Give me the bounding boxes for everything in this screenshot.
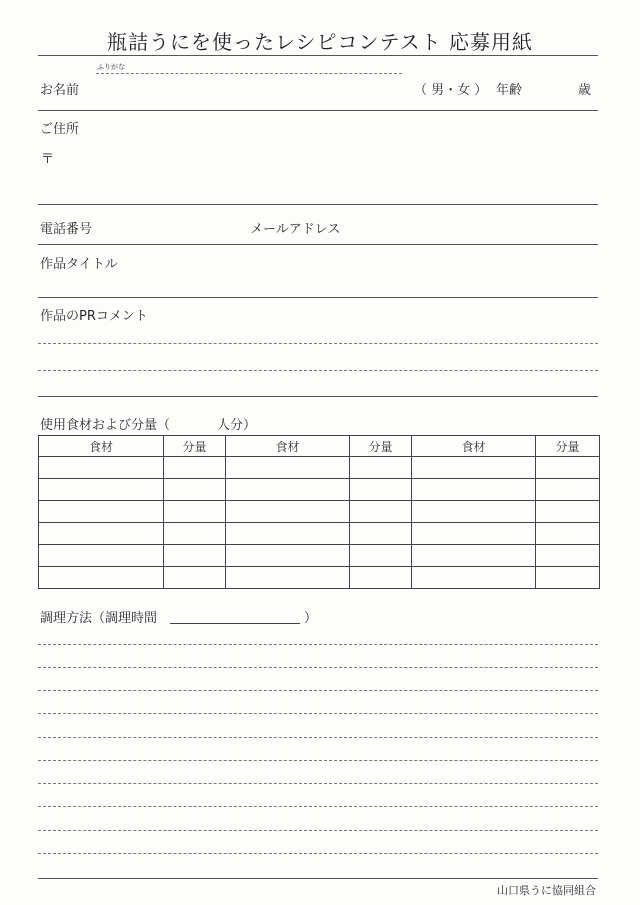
- age-label: 年齢: [496, 83, 523, 98]
- address-label: ご住所: [40, 122, 80, 137]
- footer-org: 山口県うに協同組合: [497, 884, 596, 897]
- amount-cell[interactable]: [164, 567, 226, 589]
- divider-contact: [38, 244, 598, 245]
- amount-cell[interactable]: [164, 545, 226, 567]
- cooking-line[interactable]: [38, 667, 598, 668]
- ingredient-cell[interactable]: [39, 567, 164, 589]
- header-amount: 分量: [164, 436, 226, 457]
- table-header-row: [39, 436, 600, 457]
- pr-comment-label: 作品のPRコメント: [40, 309, 148, 324]
- ingredient-cell[interactable]: [412, 457, 536, 479]
- pr-comment-line[interactable]: [38, 370, 598, 371]
- amount-cell[interactable]: [164, 523, 226, 545]
- divider-name: [38, 110, 598, 111]
- amount-cell[interactable]: [350, 567, 412, 589]
- header-ingredient: 食材: [226, 436, 350, 457]
- ingredient-cell[interactable]: [412, 567, 536, 589]
- amount-cell[interactable]: [164, 457, 226, 479]
- ingredient-cell[interactable]: [39, 479, 164, 501]
- cooking-line[interactable]: [38, 783, 598, 784]
- ingredients-label: 使用食材および分量（: [40, 418, 171, 433]
- pr-comment-line[interactable]: [38, 343, 598, 344]
- furigana-label: ふりがな: [97, 63, 125, 71]
- divider-pr: [38, 396, 598, 397]
- cooking-line[interactable]: [38, 806, 598, 807]
- header-amount: 分量: [536, 436, 600, 457]
- ingredient-cell[interactable]: [39, 457, 164, 479]
- gender-choice[interactable]: （ 男・女 ）: [414, 83, 488, 98]
- cooking-line[interactable]: [38, 830, 598, 831]
- table-row: [39, 523, 600, 545]
- ingredient-cell[interactable]: [226, 501, 350, 523]
- ingredient-cell[interactable]: [39, 523, 164, 545]
- table-row: [39, 567, 600, 589]
- form-title: 瓶詰うにを使ったレシピコンテスト 応募用紙: [106, 30, 534, 54]
- divider-top: [38, 55, 598, 56]
- amount-cell[interactable]: [350, 501, 412, 523]
- amount-cell[interactable]: [536, 523, 600, 545]
- ingredient-cell[interactable]: [226, 545, 350, 567]
- header-amount: 分量: [350, 436, 412, 457]
- table-row: [39, 545, 600, 567]
- servings-label: 人分）: [217, 418, 257, 433]
- divider-footer: [38, 878, 598, 879]
- table-row: [39, 501, 600, 523]
- amount-cell[interactable]: [350, 479, 412, 501]
- amount-cell[interactable]: [350, 523, 412, 545]
- email-label: メールアドレス: [250, 222, 341, 237]
- amount-cell[interactable]: [164, 501, 226, 523]
- ingredient-cell[interactable]: [226, 567, 350, 589]
- ingredient-cell[interactable]: [226, 457, 350, 479]
- cooking-line[interactable]: [38, 713, 598, 714]
- ingredient-cell[interactable]: [412, 479, 536, 501]
- amount-cell[interactable]: [536, 567, 600, 589]
- phone-label: 電話番号: [40, 222, 93, 237]
- amount-cell[interactable]: [536, 457, 600, 479]
- divider-address: [38, 204, 598, 205]
- amount-cell[interactable]: [350, 457, 412, 479]
- name-label: お名前: [40, 83, 80, 98]
- amount-cell[interactable]: [164, 479, 226, 501]
- ingredient-cell[interactable]: [226, 523, 350, 545]
- cooking-line[interactable]: [38, 644, 598, 645]
- ingredient-cell[interactable]: [39, 545, 164, 567]
- divider-work-title: [38, 297, 598, 298]
- ingredients-table: [38, 435, 600, 589]
- ingredient-cell[interactable]: [412, 545, 536, 567]
- table-row: [39, 457, 600, 479]
- amount-cell[interactable]: [350, 545, 412, 567]
- cooking-line[interactable]: [38, 853, 598, 854]
- amount-cell[interactable]: [536, 501, 600, 523]
- ingredient-cell[interactable]: [226, 479, 350, 501]
- ingredient-cell[interactable]: [412, 501, 536, 523]
- postal-mark: 〒: [41, 152, 55, 167]
- furigana-line[interactable]: [96, 73, 402, 74]
- amount-cell[interactable]: [536, 479, 600, 501]
- ingredient-cell[interactable]: [39, 501, 164, 523]
- table-row: [39, 479, 600, 501]
- amount-cell[interactable]: [536, 545, 600, 567]
- work-title-label: 作品タイトル: [40, 257, 118, 272]
- cooking-line[interactable]: [38, 737, 598, 738]
- cooking-line[interactable]: [38, 690, 598, 691]
- header-ingredient: 食材: [39, 436, 164, 457]
- header-ingredient: 食材: [412, 436, 536, 457]
- age-unit: 歳: [578, 83, 592, 98]
- cooking-label: 調理方法（調理時間: [40, 611, 158, 626]
- cooking-time-field[interactable]: [170, 623, 300, 624]
- ingredient-cell[interactable]: [412, 523, 536, 545]
- cooking-close-paren: ）: [304, 611, 318, 626]
- cooking-line[interactable]: [38, 760, 598, 761]
